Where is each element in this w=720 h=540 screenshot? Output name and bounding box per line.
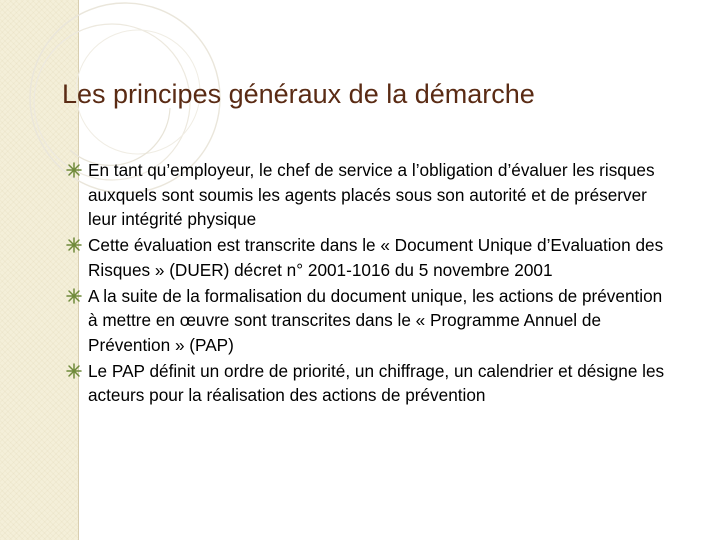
bullet-item xyxy=(66,284,666,358)
starburst-icon xyxy=(66,162,82,178)
starburst-icon xyxy=(66,288,82,304)
bullet-text: A la suite de la formalisation du document unique, les actions de prévention à mettre en œuvre sont transcrites dans le « Programme Annuel de Prévention » (PAP) xyxy=(88,285,663,355)
bullet-item xyxy=(66,359,666,408)
bullet-text: Le PAP définit un ordre de priorité, un chiffrage, un calendrier et désigne les acteurs pour la réalisation des actions de prévention xyxy=(88,360,665,405)
bullet-text: Cette évaluation est transcrite dans le « Document Unique d’Evaluation des Risques » (DUER) décret n° 2001-1016 du 5 novembre 2001 xyxy=(88,235,664,280)
slide-title: Les principes généraux de la démarche xyxy=(62,79,535,109)
starburst-icon xyxy=(66,363,82,379)
bullet-item xyxy=(66,158,666,232)
bullet-text: En tant qu’employeur, le chef de service a l’obligation d’évaluer les risques auxquels sont soumis les agents placés sous son autorité et de préserver leur intégrité physique xyxy=(88,160,655,229)
bullet-item xyxy=(66,233,666,282)
bullet-list xyxy=(66,158,666,409)
starburst-icon xyxy=(66,237,82,253)
